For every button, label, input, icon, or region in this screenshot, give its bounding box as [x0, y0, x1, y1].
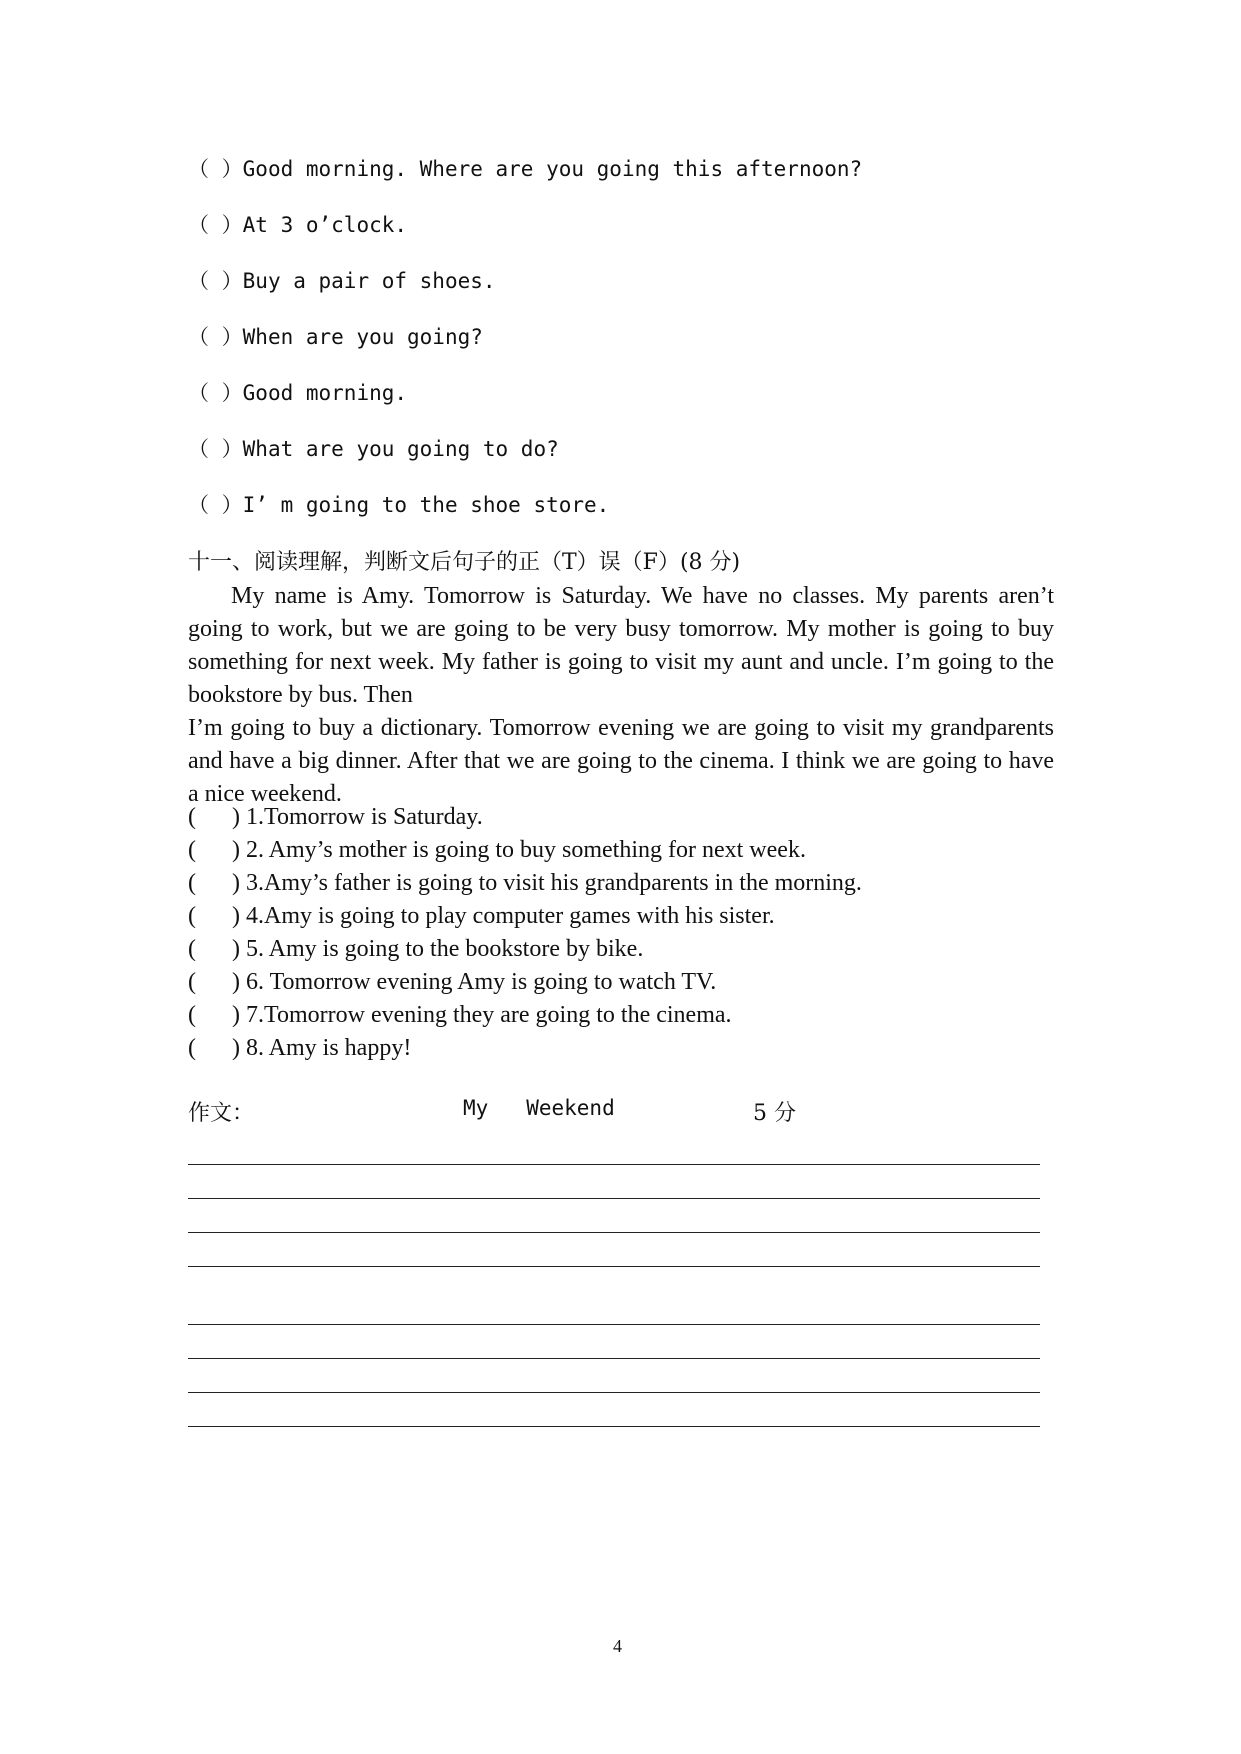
tf-question: ( ) 1.Tomorrow is Saturday. — [188, 801, 483, 834]
question-text: 5. Amy is going to the bookstore by bike. — [240, 936, 644, 962]
dialogue-line — [188, 492, 609, 518]
writing-line[interactable] — [188, 1358, 1040, 1359]
dialogue-text: I’ m going to the shoe store. — [242, 493, 610, 517]
reading-passage — [188, 580, 1054, 811]
section-heading: 十一、阅读理解，判断文后句子的正（T）误（F）(8 分) — [188, 550, 741, 575]
composition-title: My Weekend — [463, 1096, 615, 1120]
writing-line[interactable] — [188, 1266, 1040, 1267]
answer-blank[interactable]: ( — [188, 804, 196, 830]
dialogue-line — [188, 156, 862, 182]
writing-line[interactable] — [188, 1392, 1040, 1393]
tf-question: ( ) 2. Amy’s mother is going to buy something for next week. — [188, 834, 806, 867]
passage-paragraph: I’m going to buy a dictionary. Tomorrow evening we are going to visit my grandparents and have a big dinner. After that we are going to the cinema. I think we are going to have a nice weekend. — [188, 715, 1054, 807]
dialogue-line — [188, 324, 483, 350]
question-text: 6. Tomorrow evening Amy is going to watch TV. — [240, 969, 717, 995]
answer-blank[interactable]: ( — [188, 1035, 196, 1061]
dialogue-line — [188, 268, 496, 294]
question-text: 8. Amy is happy! — [240, 1035, 412, 1061]
tf-question: ( ) 4.Amy is going to play computer games with his sister. — [188, 900, 775, 933]
dialogue-text: Good morning. — [242, 381, 408, 405]
answer-blank[interactable]: （ ） — [188, 269, 243, 293]
question-text: 3.Amy’s father is going to visit his grandparents in the morning. — [240, 870, 862, 896]
dialogue-line — [188, 380, 407, 406]
tf-question: ( ) 3.Amy’s father is going to visit his grandparents in the morning. — [188, 867, 862, 900]
composition-label: 作文： — [188, 1101, 255, 1126]
writing-line[interactable] — [188, 1198, 1040, 1199]
question-text: 4.Amy is going to play computer games with his sister. — [240, 903, 775, 929]
tf-question: ( ) 6. Tomorrow evening Amy is going to watch TV. — [188, 966, 716, 999]
answer-blank[interactable]: （ ） — [188, 437, 243, 461]
dialogue-text: Buy a pair of shoes. — [242, 269, 496, 293]
dialogue-text: When are you going? — [242, 325, 483, 349]
writing-line[interactable] — [188, 1324, 1040, 1325]
answer-blank[interactable]: ( — [188, 1002, 196, 1028]
composition-score: 5 分 — [753, 1101, 796, 1126]
writing-line[interactable] — [188, 1232, 1040, 1233]
tf-question: ( ) 7.Tomorrow evening they are going to the cinema. — [188, 999, 732, 1032]
writing-line[interactable] — [188, 1164, 1040, 1165]
dialogue-text: At 3 o’clock. — [242, 213, 408, 237]
page-number: 4 — [613, 1636, 622, 1656]
answer-blank[interactable]: （ ） — [188, 493, 243, 517]
dialogue-line — [188, 436, 559, 462]
answer-blank[interactable]: （ ） — [188, 325, 243, 349]
tf-question: ( ) 5. Amy is going to the bookstore by bike. — [188, 933, 643, 966]
answer-blank[interactable]: （ ） — [188, 381, 243, 405]
answer-blank[interactable]: （ ） — [188, 157, 243, 181]
question-text: 2. Amy’s mother is going to buy something for next week. — [240, 837, 806, 863]
question-text: 7.Tomorrow evening they are going to the cinema. — [240, 1002, 732, 1028]
question-text: 1.Tomorrow is Saturday. — [240, 804, 483, 830]
answer-blank[interactable]: （ ） — [188, 213, 243, 237]
answer-blank[interactable]: ( — [188, 870, 196, 896]
dialogue-text: Good morning. Where are you going this afternoon? — [242, 157, 863, 181]
answer-blank[interactable]: ( — [188, 837, 196, 863]
dialogue-text: What are you going to do? — [242, 437, 559, 461]
answer-blank[interactable]: ( — [188, 969, 196, 995]
passage-paragraph: My name is Amy. Tomorrow is Saturday. We have no classes. My parents aren’t going to work, but we are going to be very busy tomorrow. My mother is going to buy something for next week. My father is going to visit my aunt and uncle. I’m going to the bookstore by bus. Then — [188, 583, 1054, 708]
answer-blank[interactable]: ( — [188, 936, 196, 962]
dialogue-line — [188, 212, 407, 238]
tf-question: ( ) 8. Amy is happy! — [188, 1032, 411, 1065]
answer-blank[interactable]: ( — [188, 903, 196, 929]
writing-line[interactable] — [188, 1426, 1040, 1427]
